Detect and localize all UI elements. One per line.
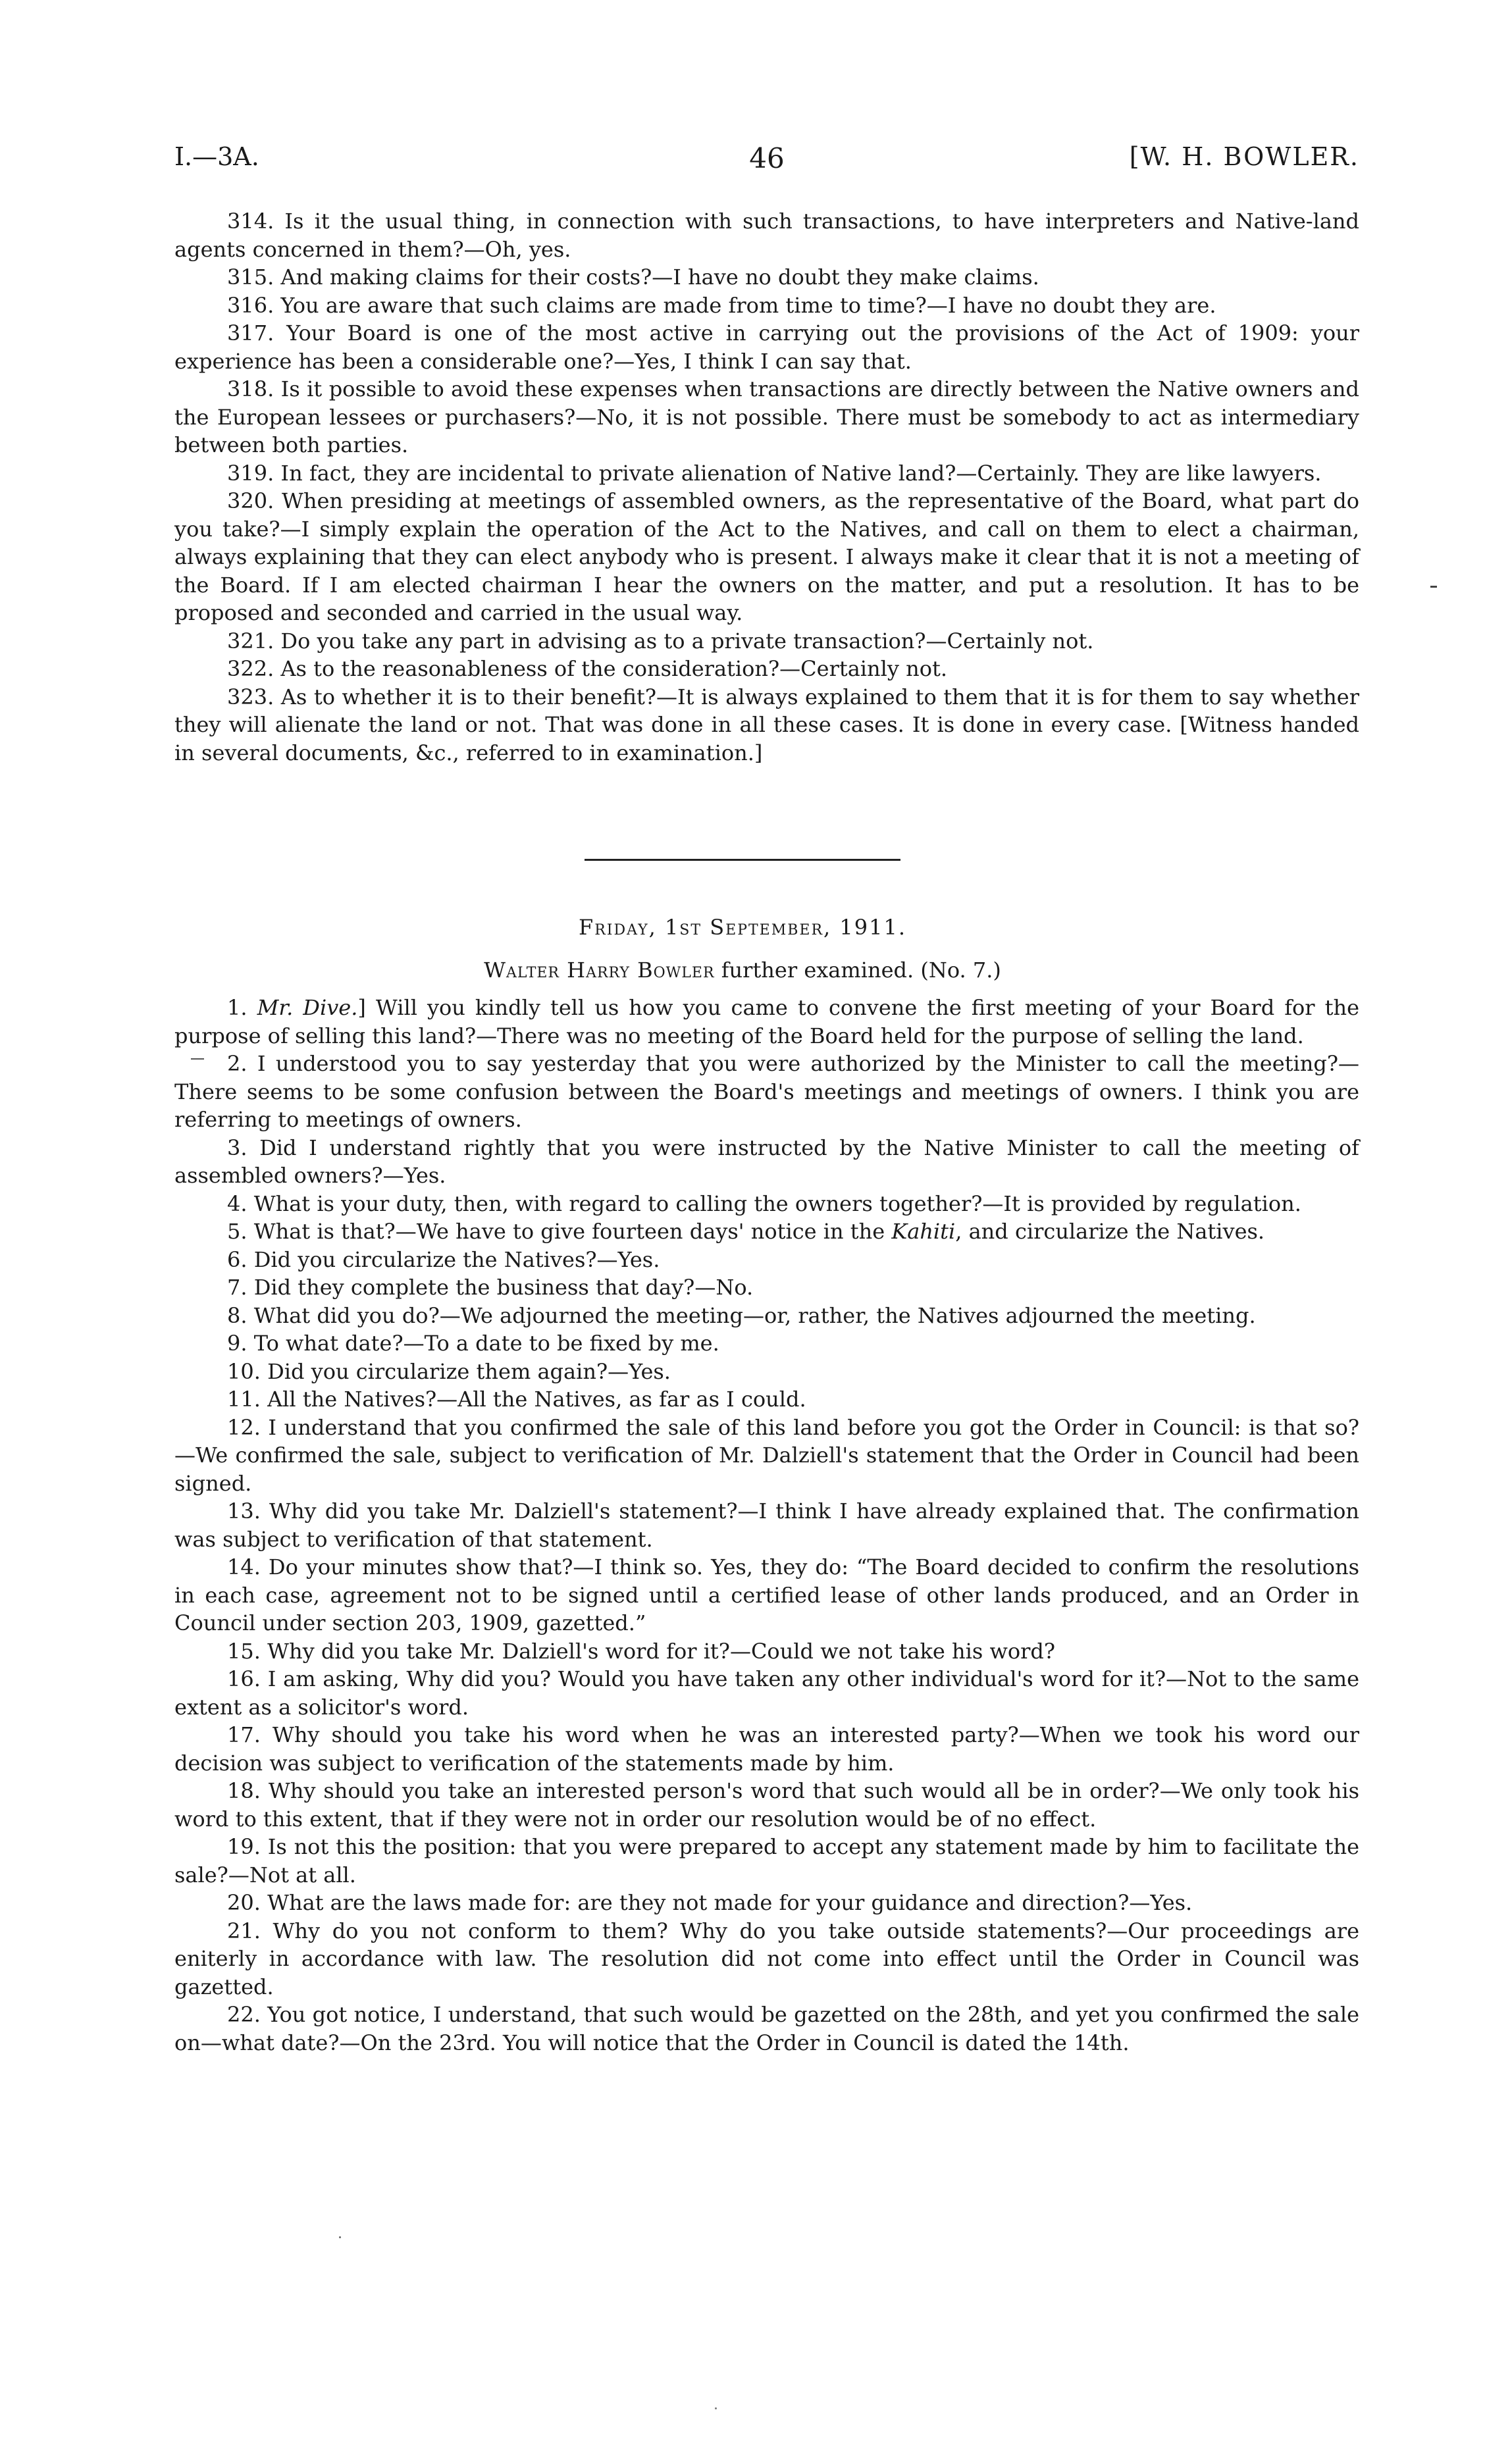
question-paragraph: 18. Why should you take an interested person's word that such would all be in order?—We only took his word to this extent, that if they were not in order our resolution would be of no effect.: [174, 1778, 1359, 1832]
question-paragraph: 315. And making claims for their costs?—I have no doubt they make claims.: [227, 265, 1039, 290]
page-number: 46: [749, 142, 785, 174]
question-paragraph: 4. What is your duty, then, with regard to calling the owners together?—It is provided by regulation.: [227, 1191, 1301, 1216]
question-text: ] Will you kindly tell us how you came to convene the first meeting of your Board for the purpose of selling this land?—There was no meeting of the Board held for the purpose of selling the land.: [174, 995, 1360, 1048]
margin-mark: [191, 1058, 204, 1060]
margin-mark: [1430, 586, 1437, 588]
question-paragraph: 318. Is it possible to avoid these expenses when transactions are directly between the Native owners and the European lessees or purchasers?—No, it is not possible. There must be somebody to act as intermediary between both parties.: [174, 376, 1359, 457]
question-paragraph: [174, 1218, 1359, 1246]
question-paragraph: 317. Your Board is one of the most active in carrying out the provisions of the Act of 1909: your experience has been a considerable one?—Yes, I think I can say that.: [174, 321, 1359, 374]
question-paragraph: 322. As to the reasonableness of the consideration?—Certainly not.: [227, 656, 948, 681]
question-paragraph: 320. When presiding at meetings of assembled owners, as the representative of the Board, what part do you take?—I simply explain the operation of the Act to the Natives, and call on them to elect a chairman, always explaining that they can elect anybody who is present. I always make it clear that it is not a meeting of the Board. If I am elected chairman I hear the owners on the matter, and put a resolution. It has to be proposed and seconded and carried in the usual way.: [174, 488, 1359, 625]
gazette-name: Kahiti: [891, 1219, 956, 1244]
witness-name-header: [W. H. BOWLER.: [1129, 142, 1359, 171]
question-paragraph: 321. Do you take any part in advising as to a private transaction?—Certainly not.: [227, 628, 1094, 654]
scan-speck: [715, 2407, 717, 2409]
question-paragraph: 16. I am asking, Why did you? Would you have taken any other individual's word for it?—Not to the same extent as a solicitor's word.: [174, 1666, 1359, 1720]
question-paragraph: 20. What are the laws made for: are they not made for your guidance and direction?—Yes.: [227, 1890, 1193, 1915]
question-paragraph: 22. You got notice, I understand, that such would be gazetted on the 28th, and yet you confirmed the sale on—what date?—On the 23rd. You will notice that the Order in Council is dated the 14th.: [174, 2002, 1359, 2055]
question-paragraph: 14. Do your minutes show that?—I think so. Yes, they do: “The Board decided to confirm the resolutions in each case, agreement not to be signed until a certified lease of other lands produced, and an Order in Council under section 203, 1909, gazetted.”: [174, 1554, 1359, 1635]
question-paragraph: 21. Why do you not conform to them? Why do you take outside statements?—Our proceedings are eniterly in accordance with law. The resolution did not come into effect until the Order in Council was gazetted.: [174, 1918, 1359, 1999]
question-paragraph: 3. Did I understand rightly that you were instructed by the Native Minister to call the meeting of assembled owners?—Yes.: [174, 1135, 1359, 1188]
question-text: , and circularize the Natives.: [955, 1219, 1265, 1244]
question-paragraph: 8. What did you do?—We adjourned the meeting—or, rather, the Natives adjourned the meeting.: [227, 1302, 1256, 1328]
witness-heading: [0, 958, 1485, 983]
witness-name: Walter Harry Bowler: [484, 958, 715, 983]
date-heading: Friday, 1st September, 1911.: [578, 915, 907, 940]
question-paragraph: 17. Why should you take his word when he was an interested party?—When we took his word our decision was subject to verification of the statements made by him.: [174, 1722, 1359, 1776]
page-header: [174, 142, 1359, 182]
question-paragraph: 314. Is it the usual thing, in connection with such transactions, to have interpreters and Native-land agents concerned in them?—Oh, yes.: [174, 209, 1359, 262]
paper-reference: I.—3A.: [174, 142, 259, 171]
question-paragraph: 13. Why did you take Mr. Dalziell's statement?—I think I have already explained that. The confirmation was subject to verification of that statement.: [174, 1499, 1359, 1552]
question-paragraph: 316. You are aware that such claims are made from time to time?—I have no doubt they are.: [227, 292, 1216, 318]
question-group-b: [174, 1246, 1359, 2057]
question-paragraph: 15. Why did you take Mr. Dalziell's word for it?—Could we not take his word?: [227, 1638, 1056, 1664]
question-paragraph: 19. Is not this the position: that you were prepared to accept any statement made by him to facilitate the sale?—Not at all.: [174, 1834, 1359, 1887]
question-paragraph: 323. As to whether it is to their benefit?—It is always explained to them that it is for them to say whether they will alienate the land or not. That was done in all these cases. It is done in every case. [Witness handed in several documents, &c., referred to in examination.]: [174, 684, 1359, 765]
question-paragraph: 9. To what date?—To a date to be fixed by me.: [227, 1331, 719, 1356]
question-paragraph: 6. Did you circularize the Natives?—Yes.: [227, 1246, 660, 1272]
section-divider: [585, 859, 900, 861]
question-paragraph: 7. Did they complete the business that day?—No.: [227, 1275, 754, 1300]
question-paragraph: 319. In fact, they are incidental to private alienation of Native land?—Certainly. They are like lawyers.: [227, 460, 1322, 486]
scan-speck: [339, 2236, 341, 2238]
question-paragraph: 12. I understand that you confirmed the sale of this land before you got the Order in Council: is that so?—We confirmed the sale, subject to verification of Mr. Dalziell's statement that the Order in Council had been signed.: [174, 1414, 1359, 1496]
question-paragraph: 10. Did you circularize them again?—Yes.: [227, 1358, 671, 1384]
witness-heading-rest: further examined. (No. 7.): [714, 958, 1001, 983]
question-paragraph: 11. All the Natives?—All the Natives, as far as I could.: [227, 1387, 806, 1412]
question-group-a: [174, 1050, 1359, 1218]
question-paragraph: [174, 994, 1359, 1050]
question-text: 5. What is that?—We have to give fourteen days' notice in the: [227, 1219, 892, 1244]
evidence-section-1: [174, 207, 1359, 767]
question-number: 1.: [227, 995, 257, 1020]
question-paragraph: 2. I understood you to say yesterday that you were authorized by the Minister to call the meeting?—There seems to be some confusion between the Board's meetings and meetings of owners. I think you are referring to meetings of owners.: [174, 1051, 1359, 1132]
speaker-name: Mr. Dive.: [257, 995, 358, 1020]
evidence-section-2: [174, 994, 1359, 2057]
